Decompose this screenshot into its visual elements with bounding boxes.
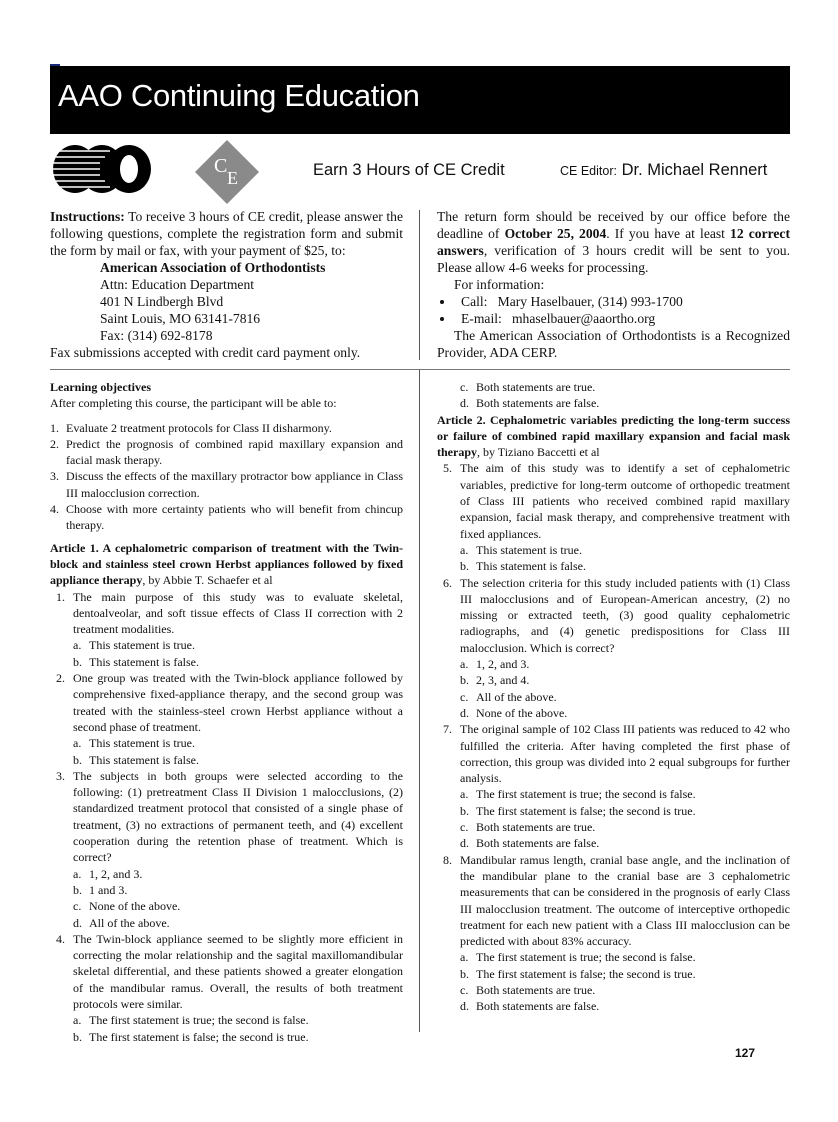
fax-note: Fax submissions accepted with credit card payment only. — [50, 345, 361, 360]
objective-text: Predict the prognosis of combined rapid maxillary expansion and facial mask therapy. — [66, 436, 403, 468]
option-letter: d. — [460, 999, 469, 1014]
objective-text: Discuss the effects of the maxillary protractor bow appliance in Class III malocclusion correction. — [66, 469, 403, 500]
option-letter: b. — [73, 1029, 82, 1044]
option-text: None of the above. — [476, 705, 568, 720]
objective-item — [50, 468, 403, 501]
objectives-intro: After completing this course, the participant will be able to: — [50, 396, 337, 411]
question — [50, 931, 403, 1012]
objective-item — [50, 436, 403, 469]
question-number: 5. — [443, 461, 452, 476]
question-text: Mandibular ramus length, cranial base angle, and the inclination of the mandibular plane to the cranial base are 3 cephalometric measurements that can be considered in the prognosis of early Class III malocclusion treatment. The outcome of interceptive orthopedic treatment for each new patient with a Class III malocclusion can be predicted with about 83% accuracy. — [460, 852, 790, 949]
question — [437, 575, 790, 656]
answer-option — [437, 656, 790, 672]
question-text: The selection criteria for this study included patients with (1) Class III malocclusions and of European-American ancestry, (2) no missing or extracted teeth, (3) good quality cephalometric radiographs, and (4) genetic predispositions for Class III malocclusion. Which is correct? — [460, 575, 790, 655]
question-text: The subjects in both groups were selected according to the following: (1) pretreatment Class II Division 1 malocclusions, (2) standardized treatment protocol that consisted of a single phase of treatment, (3) no extractions of permanent teeth, and (4) excellent cooperation during the retention phase of treatment. Which is correct? — [73, 768, 403, 865]
answer-option — [437, 689, 790, 705]
option-letter: a. — [73, 736, 82, 751]
option-text: Both statements are true. — [476, 380, 596, 394]
question — [437, 721, 790, 786]
option-text: The first statement is true; the second is false. — [476, 950, 696, 965]
objective-number: 1. — [50, 420, 59, 435]
answer-option — [437, 379, 790, 395]
answer-option — [437, 803, 790, 819]
option-text: The first statement is false; the second is true. — [476, 803, 696, 818]
question-number: 1. — [56, 589, 65, 604]
option-letter: b. — [460, 966, 469, 981]
option-text: This statement is false. — [89, 654, 199, 669]
deadline: October 25, 2004 — [504, 226, 607, 241]
answer-option — [50, 637, 403, 653]
right-column — [437, 379, 790, 1015]
question-text: The aim of this study was to identify a set of cephalometric variables, predictive for long-term outcome of orthopedic treatment of Class III patients who received combined rapid maxillary expansion, facial mask therapy, and comprehensive treatment with fixed appliances. — [460, 461, 790, 541]
editor-label: CE Editor: — [560, 164, 617, 178]
option-letter: b. — [73, 654, 82, 669]
address-street: 401 N Lindbergh Blvd — [100, 294, 224, 309]
question — [437, 852, 790, 950]
option-text: None of the above. — [89, 899, 181, 914]
answer-option — [437, 395, 790, 411]
answer-option — [50, 654, 403, 670]
question — [50, 670, 403, 735]
ce-editor — [560, 161, 767, 180]
option-text: 1, 2, and 3. — [89, 866, 143, 881]
objective-text: Choose with more certainty patients who will benefit from chincup therapy. — [66, 502, 403, 533]
objective-item — [50, 420, 403, 436]
option-text: Both statements are true. — [476, 982, 596, 997]
question-number: 7. — [443, 722, 452, 737]
article-title — [437, 412, 790, 461]
question — [50, 768, 403, 866]
option-letter: c. — [460, 982, 469, 997]
option-letter: b. — [460, 803, 469, 818]
return-text: The return form should be received by our office before the deadline of — [437, 209, 790, 241]
answer-option — [437, 949, 790, 965]
return-info-block — [437, 208, 790, 361]
option-letter: c. — [460, 689, 469, 704]
contact-email: • E-mail: mhaselbauer@aaortho.org — [455, 310, 790, 327]
column-divider — [419, 370, 420, 1032]
option-text: All of the above. — [89, 915, 170, 930]
left-column — [50, 379, 403, 1045]
option-letter: d. — [460, 836, 469, 851]
option-letter: a. — [73, 1013, 82, 1028]
option-letter: a. — [460, 657, 469, 672]
answer-option — [50, 1012, 403, 1028]
address-attn: Attn: Education Department — [100, 277, 255, 292]
answer-option — [437, 835, 790, 851]
question-number: 3. — [56, 768, 65, 783]
question-number: 4. — [56, 931, 65, 946]
answer-option — [437, 786, 790, 802]
provider-note: The American Association of Orthodontists is a Recognized Provider, ADA CERP. — [437, 328, 790, 360]
question-text: The original sample of 102 Class III patients was reduced to 42 who fulfilled the criteria. After having completed the first phase of correction, this group was divided into 2 equal subgroups for further analysis. — [460, 722, 790, 786]
question-4-continued-options — [437, 379, 790, 412]
option-text: Both statements are true. — [476, 820, 596, 835]
answer-option — [437, 819, 790, 835]
option-letter: a. — [460, 950, 469, 965]
answer-option — [50, 915, 403, 931]
question-text: One group was treated with the Twin-block appliance followed by comprehensive fixed-appliance therapy, and the second group was treated with the stainless-steel crown Herbst appliance without a second phase of treatment. — [73, 671, 403, 734]
option-letter: b. — [460, 559, 469, 574]
option-text: 1, 2, and 3. — [476, 657, 530, 672]
svg-text:C: C — [214, 155, 228, 177]
answer-option — [437, 558, 790, 574]
option-text: Both statements are false. — [476, 396, 600, 411]
correct-answers: 12 correct answers — [437, 226, 790, 258]
column-divider — [419, 210, 420, 360]
option-letter: d. — [73, 915, 82, 930]
objective-number: 3. — [50, 469, 59, 484]
instructions-block — [50, 208, 403, 361]
article-1-questions — [50, 540, 403, 1045]
option-text: Both statements are false. — [476, 999, 600, 1014]
question — [50, 589, 403, 638]
instructions-text: To receive 3 hours of CE credit, please answer the following questions, complete the registration form and submit the form by mail or fax, with your payment of $25, to: — [50, 209, 403, 258]
question-number: 8. — [443, 852, 452, 867]
svg-text:E: E — [227, 168, 238, 188]
answer-option — [437, 542, 790, 558]
option-text: This statement is true. — [89, 638, 195, 653]
option-letter: b. — [73, 752, 82, 767]
option-text: This statement is true. — [89, 736, 195, 751]
return-text: . If you have at least — [606, 226, 731, 241]
article-author: , by Abbie T. Schaefer et al — [142, 573, 273, 588]
option-letter: d. — [460, 396, 469, 411]
instructions-label: Instructions: — [50, 209, 125, 224]
option-letter: c. — [460, 380, 469, 394]
question-number: 6. — [443, 575, 452, 590]
objectives-list — [50, 420, 403, 534]
answer-option — [50, 735, 403, 751]
answer-option — [50, 752, 403, 768]
option-letter: a. — [460, 787, 469, 802]
for-info: For information: — [454, 277, 545, 292]
option-text: 1 and 3. — [89, 882, 128, 897]
return-text: , verification of 3 hours credit will be sent to you. Please allow 4-6 weeks for processing. — [437, 243, 790, 275]
answer-option — [437, 705, 790, 721]
fax-number: Fax: (314) 692-8178 — [100, 328, 213, 343]
answer-option — [50, 898, 403, 914]
option-letter: c. — [460, 820, 469, 835]
objective-text: Evaluate 2 treatment protocols for Class II disharmony. — [66, 420, 332, 435]
ce-credit-heading: Earn 3 Hours of CE Credit — [313, 161, 505, 179]
answer-option — [50, 866, 403, 882]
article-title — [50, 540, 403, 589]
option-text: The first statement is true; the second is false. — [89, 1013, 309, 1028]
objective-item — [50, 501, 403, 534]
answer-option — [437, 966, 790, 982]
question-text: The Twin-block appliance seemed to be slightly more efficient in correcting the molar relationship and the sagital maxillomandibular skeletal differential, and these patients showed a greater elongation of the mandibular ramus. Overall, the results of both treatment protocols were similar. — [73, 931, 403, 1011]
answer-option — [437, 672, 790, 688]
article-heading: Article 2. Cephalometric variables predicting the long-term success or failure of combined rapid maxillary expansion and facial mask therapy — [437, 412, 790, 460]
objective-number: 4. — [50, 502, 59, 517]
option-letter: d. — [460, 705, 469, 720]
page-title: AAO Continuing Education — [58, 78, 420, 113]
answer-option — [50, 1029, 403, 1045]
option-letter: a. — [73, 638, 82, 653]
answer-option — [437, 998, 790, 1014]
org-name: American Association of Orthodontists — [100, 260, 326, 275]
question-number: 2. — [56, 671, 65, 686]
question-text: The main purpose of this study was to evaluate skeletal, dentoalveolar, and soft tissue effects of Class II correction with 2 treatment modalities. — [73, 589, 403, 637]
contact-call: • Call: Mary Haselbauer, (314) 993-1700 — [455, 293, 790, 310]
option-letter: b. — [460, 673, 469, 688]
option-text: Both statements are false. — [476, 836, 600, 851]
option-text: This statement is false. — [89, 752, 199, 767]
option-text: All of the above. — [476, 689, 557, 704]
aao-logo — [50, 143, 154, 195]
option-letter: c. — [73, 899, 82, 914]
objective-number: 2. — [50, 436, 59, 451]
option-text: The first statement is true; the second is false. — [476, 787, 696, 802]
article-2-questions — [437, 412, 790, 1015]
address-city: Saint Louis, MO 63141-7816 — [100, 311, 261, 326]
editor-name: Dr. Michael Rennert — [621, 161, 768, 179]
question — [437, 460, 790, 541]
option-text: 2, 3, and 4. — [476, 673, 530, 688]
option-text: The first statement is false; the second is true. — [89, 1029, 309, 1044]
answer-option — [50, 882, 403, 898]
option-letter: a. — [73, 866, 82, 881]
objectives-heading: Learning objectives — [50, 380, 151, 394]
title-banner — [50, 66, 790, 134]
option-text: This statement is false. — [476, 559, 586, 574]
answer-option — [437, 982, 790, 998]
option-text: This statement is true. — [476, 542, 582, 557]
ce-logo — [195, 140, 259, 204]
page-number: 127 — [735, 1046, 756, 1060]
option-text: The first statement is false; the second is true. — [476, 966, 696, 981]
section-divider — [50, 369, 790, 370]
option-letter: a. — [460, 542, 469, 557]
option-letter: b. — [73, 882, 82, 897]
article-author: , by Tiziano Baccetti et al — [477, 445, 600, 460]
article-heading: Article 1. A cephalometric comparison of treatment with the Twin-block and stainless steel crown Herbst appliances followed by fixed appliance therapy — [50, 540, 403, 588]
